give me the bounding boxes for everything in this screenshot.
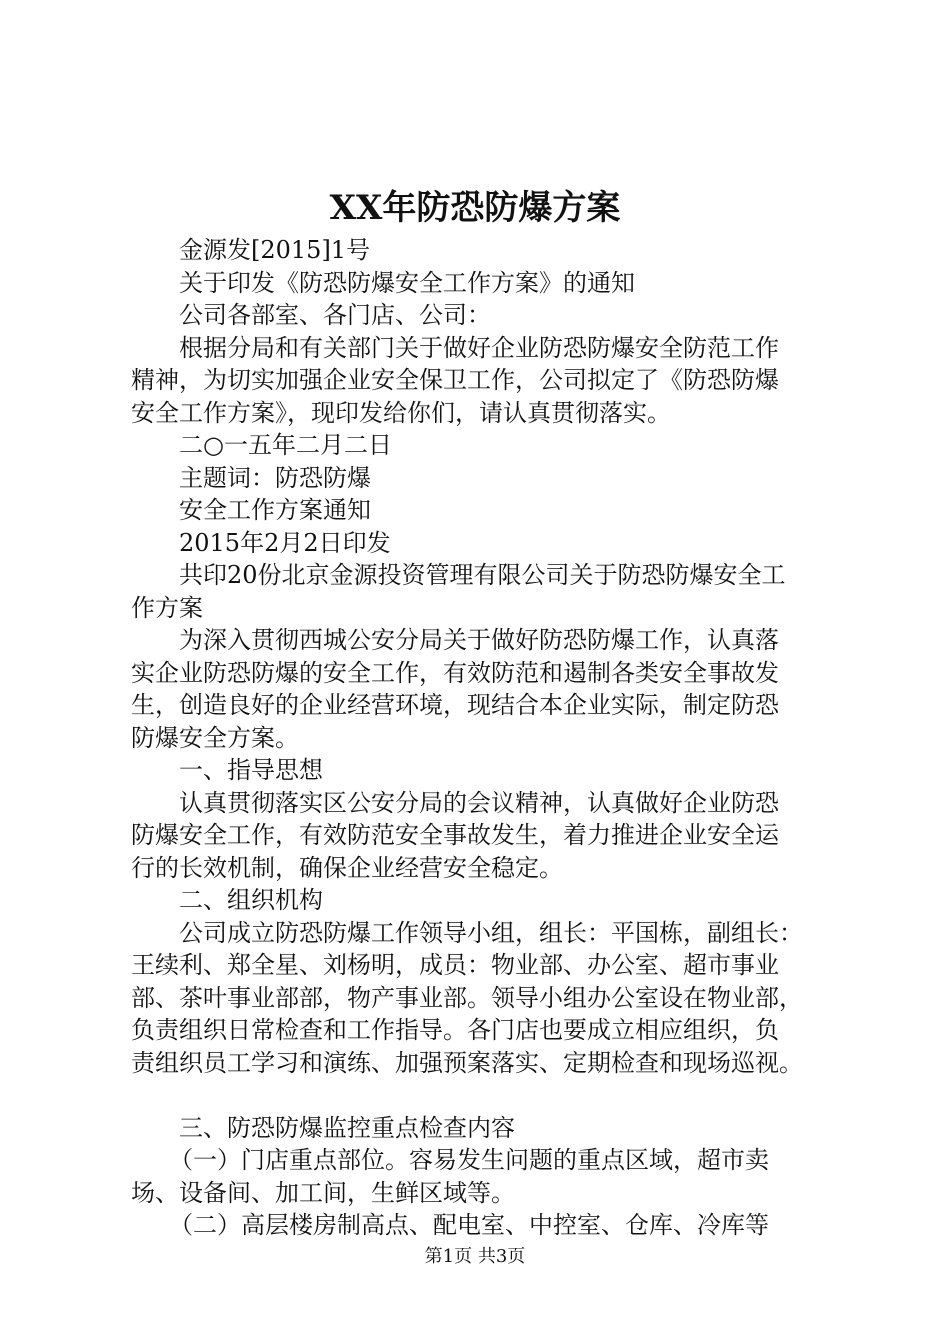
paragraph-line: 场、设备间、加工间，生鲜区域等。 (131, 1178, 515, 1207)
doc-number: 金源发[2015]1号 (179, 236, 371, 264)
paragraph-line: （二）高层楼房制高点、配电室、中控室、仓库、冷库等 (169, 1211, 769, 1239)
document-body (131, 234, 831, 1242)
paragraph-line: 生，创造良好的企业经营环境，现结合本企业实际，制定防恐 (131, 691, 779, 719)
paragraph-line: 根据分局和有关部门关于做好企业防恐防爆安全防范工作 (179, 333, 779, 362)
paragraph-line: 行的长效机制，确保企业经营安全稳定。 (131, 853, 563, 882)
page-title: XX年防恐防爆方案 (329, 188, 621, 228)
section-heading-1: 一、指导思想 (179, 756, 323, 784)
subject-words: 主题词：防恐防爆 (179, 463, 371, 492)
paragraph-line: 安全工作方案》，现印发给你们，请认真贯彻落实。 (131, 398, 671, 427)
paragraph-line: （一）门店重点部位。容易发生问题的重点区域，超市卖 (169, 1146, 769, 1174)
paragraph-line: 实企业防恐防爆的安全工作，有效防范和遏制各类安全事故发 (131, 658, 779, 687)
paragraph-line: 防爆安全方案。 (131, 723, 299, 752)
paragraph-line: 责组织员工学习和演练、加强预案落实、定期检查和现场巡视。 (131, 1048, 803, 1077)
paragraph-line: 认真贯彻落实区公安分局的会议精神，认真做好企业防恐 (179, 788, 779, 817)
notice-title: 关于印发《防恐防爆安全工作方案》的通知 (179, 268, 635, 297)
section-heading-3: 三、防恐防爆监控重点检查内容 (179, 1113, 515, 1142)
print-date: 2015年2月2日印发 (179, 528, 391, 557)
paragraph-line: 为深入贯彻西城公安分局关于做好防恐防爆工作，认真落 (179, 626, 779, 654)
paragraph-line: 负责组织日常检查和工作指导。各门店也要成立相应组织，负 (131, 1016, 779, 1044)
paragraph-line: 公司成立防恐防爆工作领导小组，组长：平国栋，副组长： (179, 918, 803, 947)
recipients: 公司各部室、各门店、公司： (179, 301, 491, 329)
page-footer: 第1页 共3页 (424, 1246, 526, 1267)
paragraph-line: 精神，为切实加强企业安全保卫工作，公司拟定了《防恐防爆 (131, 366, 779, 394)
subject-words-cont: 安全工作方案通知 (179, 496, 371, 524)
paragraph-line: 作方案 (131, 593, 203, 622)
issue-date: 二○一五年二月二日 (179, 431, 392, 459)
paragraph-line: 王续利、郑全星、刘杨明，成员：物业部、办公室、超市事业 (131, 951, 779, 979)
paragraph-line: 防爆安全工作，有效防范安全事故发生，着力推进企业安全运 (131, 821, 779, 849)
section-heading-2: 二、组织机构 (179, 886, 323, 914)
paragraph-line: 部、茶叶事业部部，物产事业部。领导小组办公室设在物业部， (131, 983, 803, 1012)
paragraph-line: 共印20份北京金源投资管理有限公司关于防恐防爆安全工 (179, 561, 786, 589)
